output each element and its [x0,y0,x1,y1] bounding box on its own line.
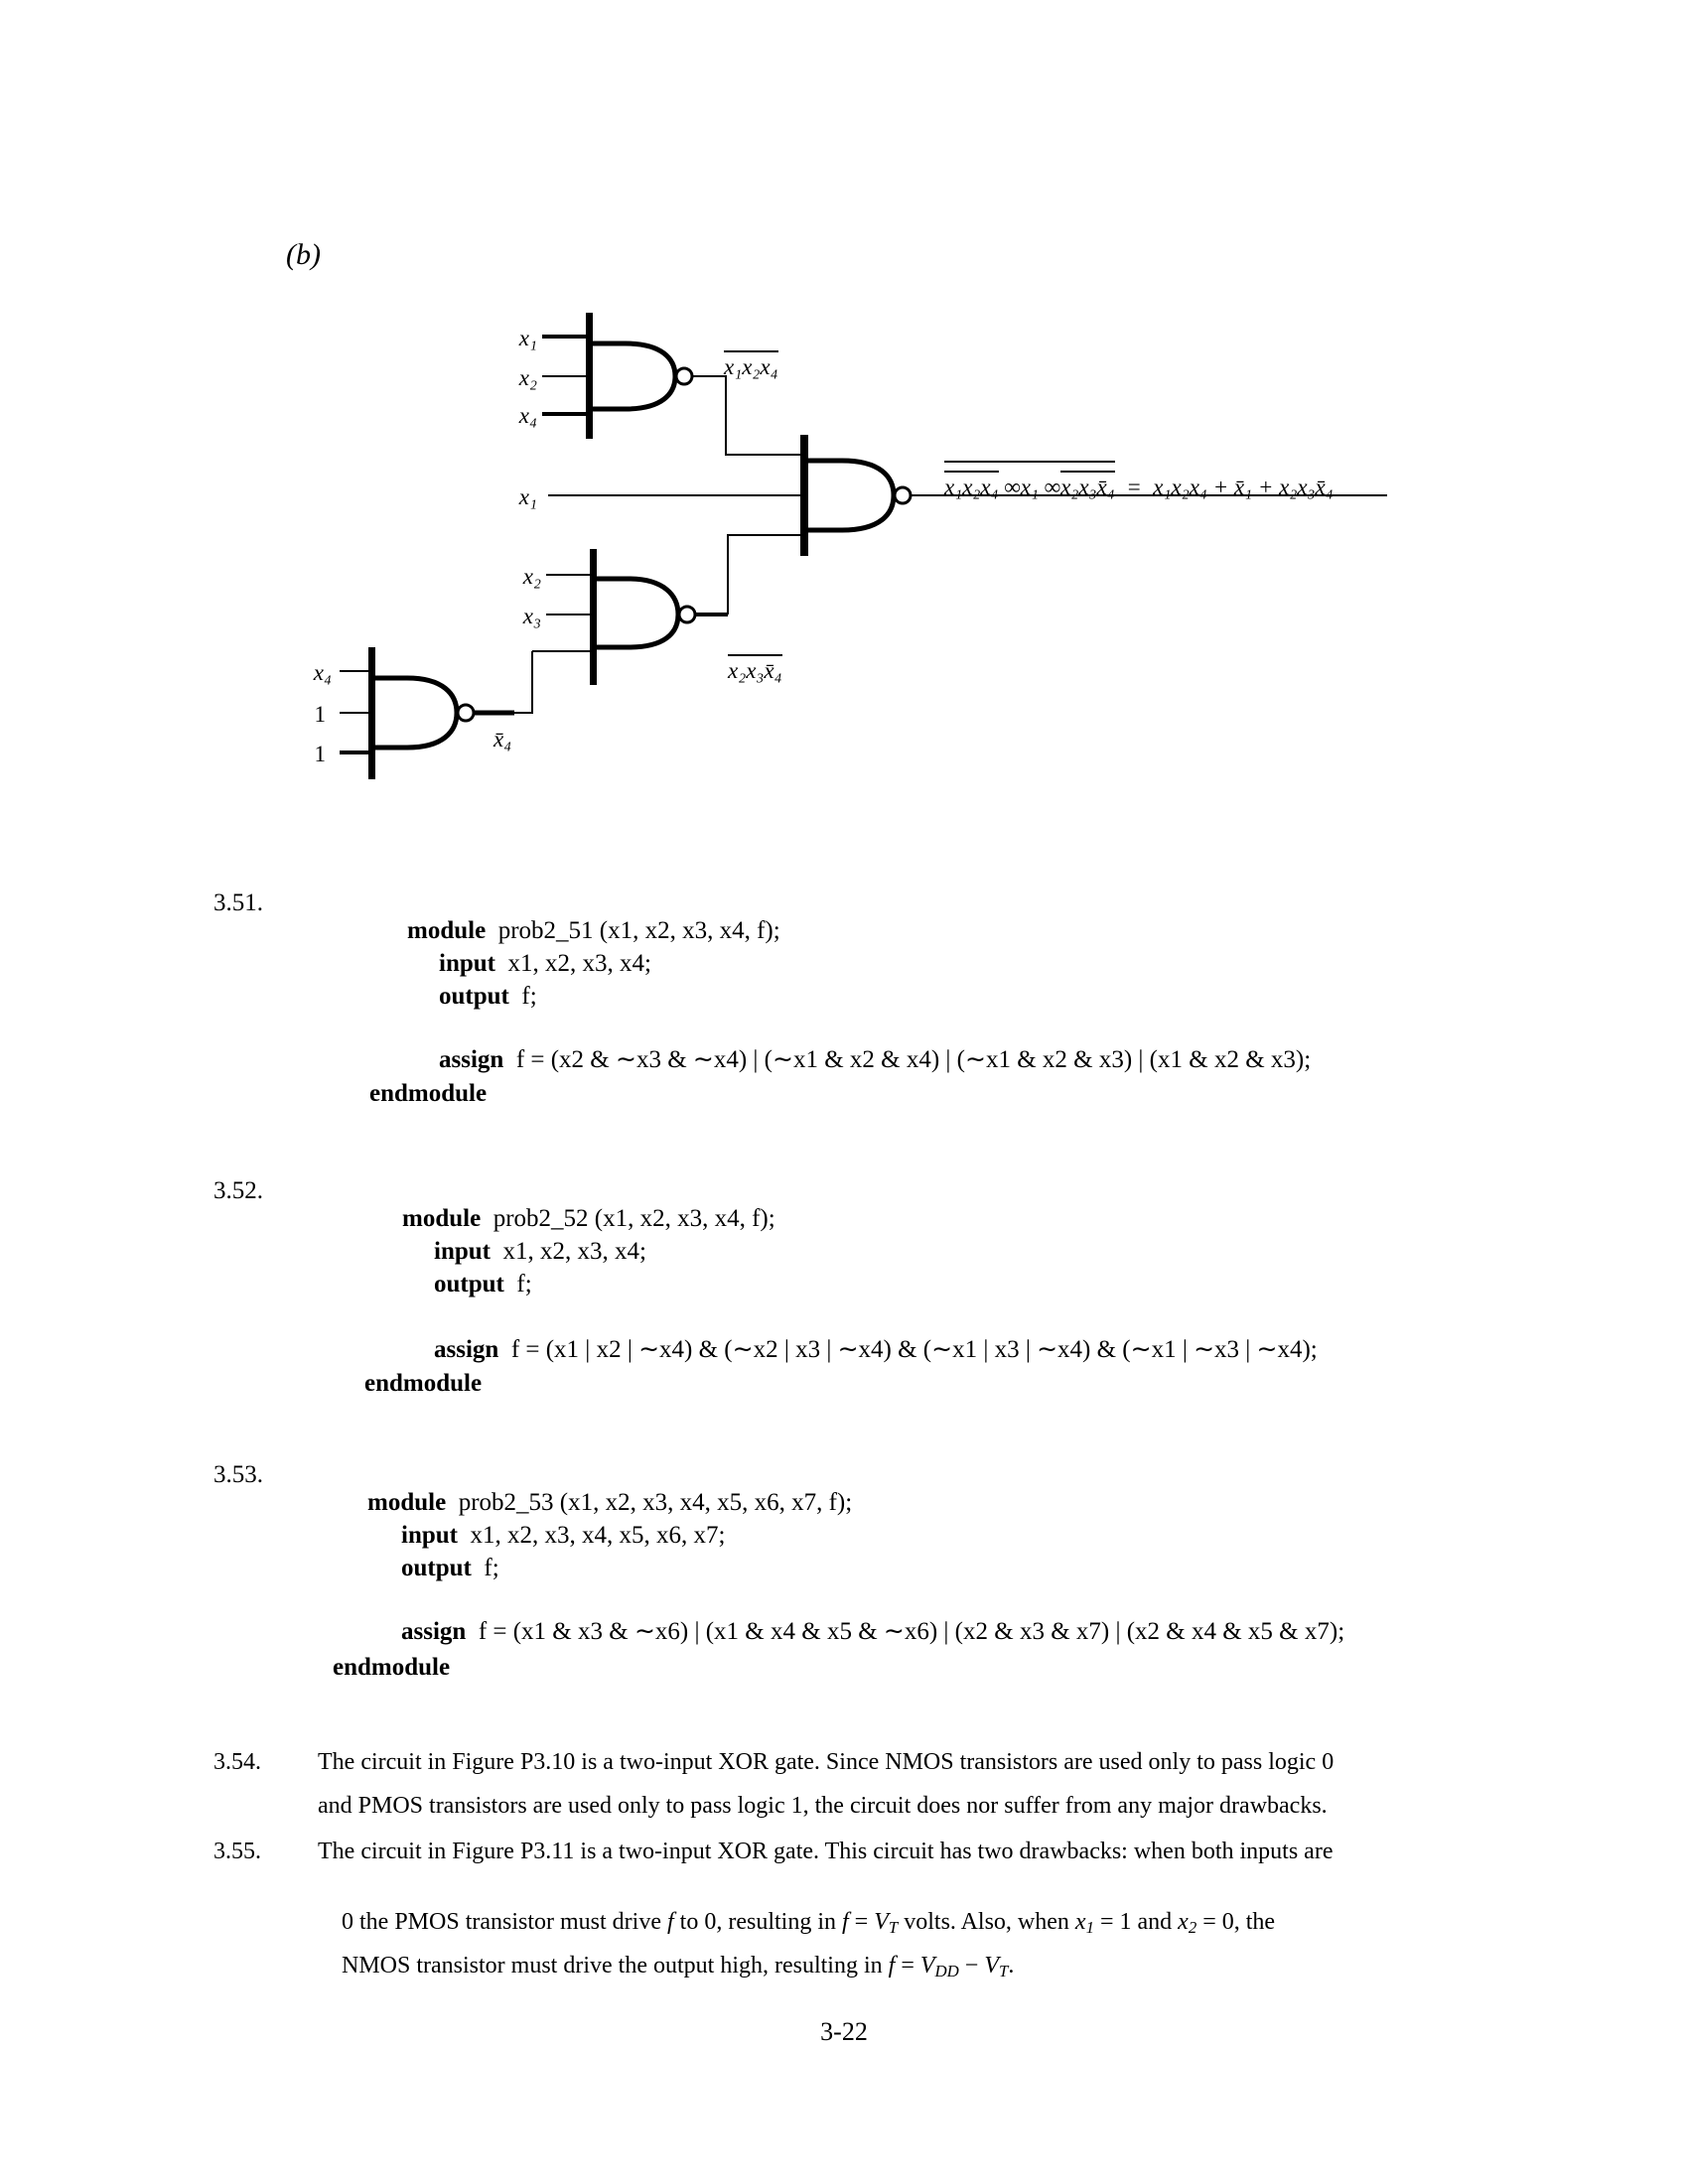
code-module-line: module prob2_52 (x1, x2, x3, x4, f); [402,1205,775,1232]
gate1-input-label-x2: x₂ [518,365,537,390]
code-input-line: input x1, x2, x3, x4; [434,1238,646,1265]
gate4-output-wire [512,651,532,713]
gate2-input-bar [590,549,597,685]
code-input-line: input x1, x2, x3, x4, x5, x6, x7; [401,1522,726,1549]
math-sub-T: T [888,1918,899,1938]
code-assign-line: assign f = (x2 & ∼x3 & ∼x4) | (∼x1 & x2 & x4) | (∼x1 & x2 & x3) | (x1 & x2 & x3); [439,1046,1312,1073]
keyword-assign: assign [401,1618,467,1645]
code-module-line: module prob2_53 (x1, x2, x3, x4, x5, x6, x7, f); [367,1489,853,1516]
code-output-line: output f; [401,1555,499,1581]
gate3-input-label-x1: x₁ [518,484,537,509]
gate1-output-signal-label: x₁x₂x₄ [701,328,778,401]
gate1-input-label-x1: x₁ [518,326,537,350]
problem-354-line2: and PMOS transistors are used only to pass logic 1, the circuit does nor suffer from any major drawbacks. [318,1793,1328,1819]
code-output-line: output f; [439,983,537,1010]
keyword-endmodule: endmodule [333,1654,451,1681]
gate1-body [593,343,675,409]
gate4-body [375,678,457,748]
gate4-input-label-one: 1 [314,702,326,727]
math-var-V: V [919,1953,935,1979]
math-sub-2: 2 [1188,1918,1197,1938]
gate3-body [808,461,894,530]
formula-lhs-double-overline: x₁x₂x₄ ∞x₁ ∞x₂x₃x̄₄ [944,461,1115,498]
problem-355-line1: The circuit in Figure P3.11 is a two-input XOR gate. This circuit has two drawbacks: when both inputs are [318,1839,1334,1864]
code-module-line: module prob2_51 (x1, x2, x3, x4, f); [407,917,780,944]
math-var-f: f [888,1953,896,1979]
gate4-output-signal-label: x̄₄ [493,727,512,751]
gate2-output-signal-label: x₂x₃x̄₄ [705,631,782,705]
problem-number-354: 3.54. [213,1749,261,1775]
math-var-V: V [984,1953,999,1979]
keyword-input: input [434,1238,491,1265]
code-output-line: output f; [434,1271,532,1297]
nand-gate-4 [340,647,532,779]
gate1-input-label-x4: x₄ [518,403,537,428]
code-assign-line: assign f = (x1 & x3 & ∼x6) | (x1 & x4 & x5 & ∼x6) | (x2 & x3 & x7) | (x2 & x4 & x5 & x7); [401,1618,1345,1645]
math-var-V: V [874,1909,889,1935]
math-sub-DD: DD [934,1962,959,1981]
math-sub-T: T [999,1962,1009,1981]
gate1-inverter-bubble [676,368,692,384]
gate2-input-label-x3: x₃ [522,604,541,628]
math-sub-1: 1 [1085,1918,1094,1938]
keyword-output: output [439,983,509,1010]
gate2-output-wire [728,535,800,614]
problem-354-line1: The circuit in Figure P3.10 is a two-input XOR gate. Since NMOS transistors are used only to pass logic 0 [318,1749,1335,1775]
gate4-input-bar [368,647,375,779]
circuit-diagram [248,278,1489,804]
gate1-input-bar [586,313,593,439]
code-input-line: input x1, x2, x3, x4; [439,950,651,977]
gate4-input-label-one: 1 [314,742,326,766]
math-var-f: f [842,1909,849,1935]
problem-number-355: 3.55. [213,1839,261,1864]
gate2-inverter-bubble [679,607,695,622]
gate2-body [597,579,678,647]
keyword-assign: assign [434,1336,499,1363]
problem-number-353: 3.53. [213,1461,263,1488]
gate4-inverter-bubble [458,705,474,721]
keyword-output: output [401,1555,472,1581]
keyword-module: module [402,1205,482,1232]
code-assign-line: assign f = (x1 | x2 | ∼x4) & (∼x2 | x3 | ∼x4) & (∼x1 | x3 | ∼x4) & (∼x1 | ∼x3 | ∼x4); [434,1336,1318,1363]
page-number: 3-22 [820,2017,868,2046]
keyword-assign: assign [439,1046,504,1073]
gate2-input-label-x2: x₂ [522,564,541,589]
problem-number-352: 3.52. [213,1177,263,1204]
keyword-endmodule: endmodule [364,1370,483,1397]
gate3-input-bar [800,435,808,556]
formula-rhs: x₁x₂x₄ + x̄₁ + x₂x₃x̄₄ [1153,475,1334,499]
gate3-inverter-bubble [895,487,911,503]
keyword-input: input [401,1522,458,1549]
math-var-x: x [1178,1909,1189,1935]
problem-355-line3: NMOS transistor must drive the output high, resulting in f = VDD − VT. [342,1953,1015,1981]
keyword-output: output [434,1271,504,1297]
gate4-input-label-x4: x₄ [313,660,332,685]
problem-355-line2: 0 the PMOS transistor must drive f to 0, resulting in f = VT volts. Also, when x1 = 1 and x2 = 0, the [342,1909,1276,1938]
math-var-x: x [1074,1909,1086,1935]
math-var-f: f [667,1909,674,1935]
circuit-output-formula: x₁x₂x₄ ∞x₁ ∞x₂x₃x̄₄ = x₁x₂x₄ + x̄₁ + x₂x₃x̄₄ [921,438,1334,521]
figure-part-label: (b) [286,238,321,271]
keyword-input: input [439,950,495,977]
problem-number-351: 3.51. [213,889,263,916]
keyword-endmodule: endmodule [369,1080,488,1107]
keyword-module: module [367,1489,447,1516]
keyword-module: module [407,917,487,944]
